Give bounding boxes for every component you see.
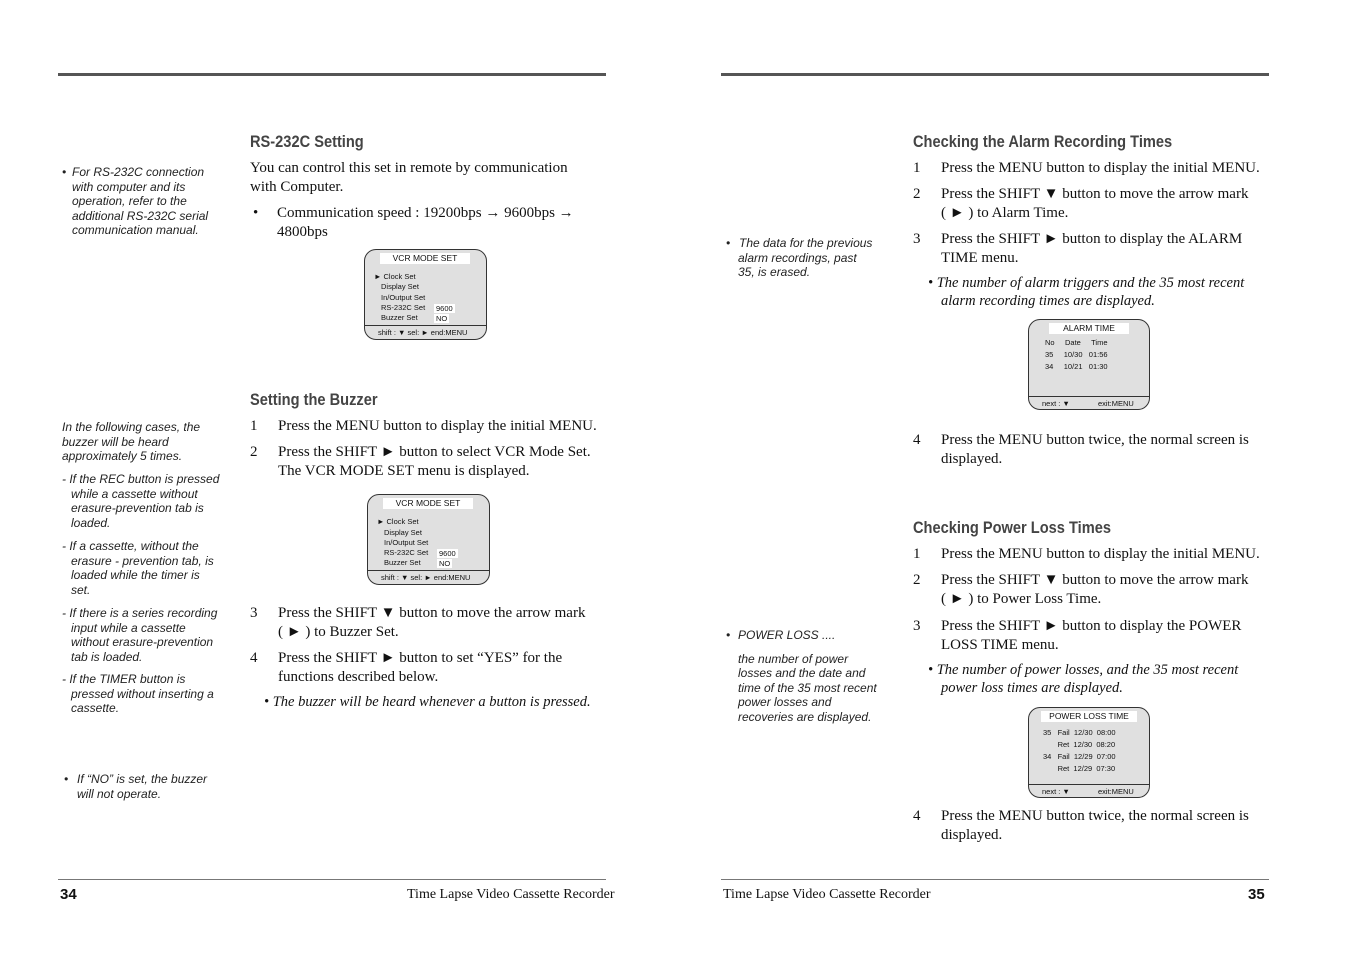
buzzer-step-2: 2 Press the SHIFT ► button to select VCR Mode Set. The VCR MODE SET menu is displayed. <box>250 444 591 479</box>
vcr-mode-set-screen-2: VCR MODE SET ► Clock Set Display Set In/Output Set RS-232C Set 9600 Buzzer Set NO shift : ▼ sel: ► end:MENU <box>367 494 490 585</box>
screen-divider <box>1029 784 1149 785</box>
buzzer-case-3: - If there is a series recording input while a cassette without erasure-prevention tab is loaded. <box>62 606 218 664</box>
power-heading: Checking Power Loss Times <box>913 518 1111 537</box>
power-step-4: 4 Press the MENU button twice, the normal screen is displayed. <box>913 808 1249 843</box>
rs232c-value: 9600 <box>439 549 456 558</box>
power-side-note: • POWER LOSS .... the number of power losses and the date and time of the 35 most recent power losses and recoveries are displayed. <box>726 628 877 724</box>
bottom-rule-left <box>58 879 606 880</box>
power-step-3: 3 Press the SHIFT ► button to display the POWER LOSS TIME menu. <box>913 618 1242 653</box>
screen-title: ALARM TIME <box>1049 323 1129 334</box>
rs232c-value: 9600 <box>436 304 453 313</box>
buzzer-step-4: 4 Press the SHIFT ► button to set “YES” for the functions described below. <box>250 650 563 685</box>
buzzer-step-3: 3 Press the SHIFT ▼ button to move the arrow mark ( ► ) to Buzzer Set. <box>250 605 586 640</box>
rs232c-intro: You can control this set in remote by communication with Computer. <box>250 160 568 195</box>
power-step-2: 2 Press the SHIFT ▼ button to move the arrow mark ( ► ) to Power Loss Time. <box>913 572 1249 607</box>
buzzer-value: NO <box>439 559 451 568</box>
buzzer-case-4: - If the TIMER button is pressed without inserting a cassette. <box>62 672 214 715</box>
bottom-rule-right <box>721 879 1269 880</box>
screen-title: VCR MODE SET <box>383 498 473 509</box>
vcr-mode-set-screen-1: VCR MODE SET ► Clock Set Display Set In/Output Set RS-232C Set 9600 Buzzer Set NO shift : ▼ sel: ► end:MENU <box>364 249 487 340</box>
page-number-left: 34 <box>60 886 77 903</box>
power-loss-time-screen: POWER LOSS TIME 35 Fail 12/30 08:00 Ret 12/30 08:20 34 Fail 12/29 07:00 Ret 12/29 07:30 next : ▼ exit:MENU <box>1028 707 1150 798</box>
alarm-step-4: 4 Press the MENU button twice, the normal screen is displayed. <box>913 432 1249 467</box>
footer-right: Time Lapse Video Cassette Recorder <box>723 887 931 902</box>
rs232c-speed: • Communication speed : 19200bps → 9600bps → 4800bps <box>253 205 574 240</box>
rs232c-heading: RS-232C Setting <box>250 132 364 151</box>
top-rule-right <box>721 73 1269 76</box>
bullet: • <box>62 165 67 179</box>
buzzer-step-1: 1 Press the MENU button to display the initial MENU. <box>250 418 597 434</box>
power-step-1: 1 Press the MENU button to display the initial MENU. <box>913 546 1260 562</box>
screen-title: VCR MODE SET <box>380 253 470 264</box>
buzzer-italic-note: • The buzzer will be heard whenever a button is pressed. <box>264 694 591 710</box>
buzzer-case-2: - If a cassette, without the erasure - prevention tab, is loaded while the timer is set. <box>62 539 214 597</box>
screen-divider <box>1029 396 1149 397</box>
alarm-step-1: 1 Press the MENU button to display the initial MENU. <box>913 160 1260 176</box>
buzzer-heading: Setting the Buzzer <box>250 390 378 409</box>
top-rule-left <box>58 73 606 76</box>
screen-divider <box>368 570 489 571</box>
page-number-right: 35 <box>1248 886 1265 903</box>
screen-divider <box>365 325 486 326</box>
buzzer-no-note: • If “NO” is set, the buzzer will not operate. <box>64 772 208 801</box>
rs232c-side-note: • For RS-232C connection with computer and its operation, refer to the additional RS-232C serial communication manual. <box>62 165 209 237</box>
alarm-heading: Checking the Alarm Recording Times <box>913 132 1173 151</box>
alarm-step-2: 2 Press the SHIFT ▼ button to move the arrow mark ( ► ) to Alarm Time. <box>913 186 1249 221</box>
buzzer-value: NO <box>436 314 448 323</box>
alarm-time-screen: ALARM TIME No Date Time 35 10/30 01:56 34 10/21 01:30 next : ▼ exit:MENU <box>1028 319 1150 410</box>
screen-title: POWER LOSS TIME <box>1041 711 1137 722</box>
buzzer-side-note: In the following cases, the buzzer will be heard approximately 5 times. <box>62 420 201 463</box>
footer-left: Time Lapse Video Cassette Recorder <box>407 887 615 902</box>
buzzer-case-1: - If the REC button is pressed while a cassette without erasure-prevention tab is loaded. <box>62 472 220 530</box>
power-italic-note: • The number of power losses, and the 35 most recent power loss times are displayed. <box>928 662 1239 696</box>
alarm-step-3: 3 Press the SHIFT ► button to display the ALARM TIME menu. <box>913 231 1243 266</box>
alarm-side-note: • The data for the previous alarm recordings, past 35, is erased. <box>726 236 873 279</box>
alarm-italic-note: • The number of alarm triggers and the 35 most recent alarm recording times are displayed. <box>928 275 1245 309</box>
